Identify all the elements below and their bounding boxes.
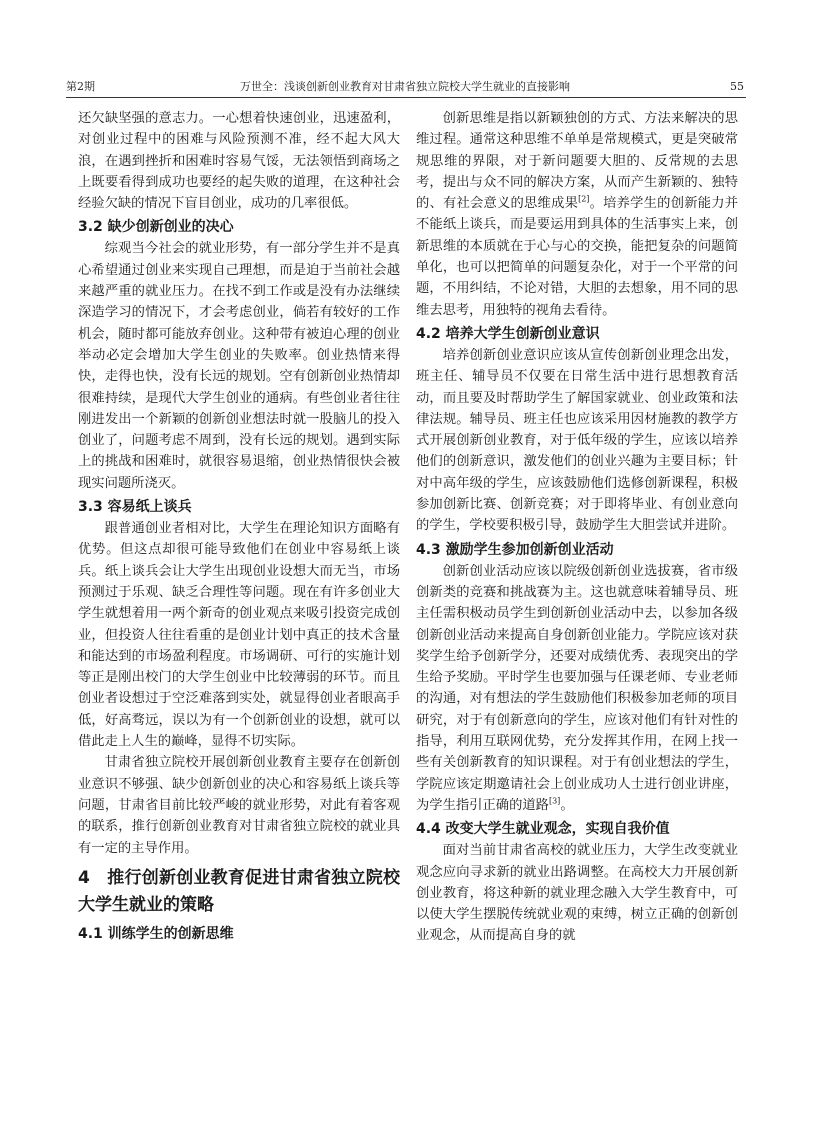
paragraph-3-2: 综观当今社会的就业形势，有一部分学生并不是真心希望通过创业来实现自己理想，而是迫于当前社会越来越严重的就业压力。在找不到工作或是没有办法继续深造学习的情况下，才会考虑创业，倘若有较好的工作机会，随时都可能放弃创业。这种带有被迫心理的创业举动必定会增加大学生创业的失败率。创业热情来得快，走得也快，没有长远的规划。空有创新创业热情却很难持续，是现代大学生创业的通病。有些创业者往往刚进发出一个新颖的创新创业想法时就一股脑儿的投入创业了，问题考虑不周到，没有长远的规划。遇到实际上的挑战和困难时，就很容易退缩，创业热情很快会被现实问题所浇灭。 — [78, 241, 400, 491]
paragraph-4-3 — [416, 561, 738, 817]
paragraph-4-1 — [416, 108, 738, 321]
citation-2: [2] — [578, 194, 590, 204]
paragraph-4-1-tail: 。培养学生的创新能力并不能纸上谈兵，而是要运用到具体的生活事实上来，创新思维的本质就在于心与心的交换，能把复杂的问题简单化，也可以把简单的问题复杂化，对于一个平常的问题，不用纠结，不论对错，大胆的去想象，用不同的思维去思考，用独特的视角去看待。 — [416, 196, 739, 318]
paragraph-4-1-text: 创新思维是指以新颖独创的方式、方法来解决的思维过程。通常这种思维不单单是常规模式，更是突破常规思维的界限，对于新问题要大胆的、反常规的去思考，提出与众不同的解决方案，从而产生新颖的、独特的、有社会意义的思维成果 — [416, 111, 738, 212]
paragraph-4-3-text: 创新创业活动应该以院级创新创业选拔赛，省市级创新类的竞赛和挑战赛为主。这也就意味着辅导员、班主任需积极动员学生到创新创业活动中去，以参加各级创新创业活动来提高自身创新创业能力。学院应该对获奖学生给予创新学分，还要对成绩优秀、表现突出的学生给予奖励。平时学生也要加强与任课老师、专业老师的沟通，对有想法的学生鼓励他们积极参加老师的项目研究，对于有创新意向的学生，应该对他们有针对性的指导，利用互联网优势，充分发挥其作用，在网上找一些有关创新教育的知识课程。对于有创业想法的学生，学院应该定期邀请社会上创业成功人士进行创业讲座，为学生指引正确的道路 — [416, 563, 738, 813]
section-heading-4-4: 4.4 改变大学生就业观念，实现自我价值 — [416, 821, 670, 838]
header-rule — [66, 97, 746, 98]
citation-3: [3] — [548, 796, 561, 806]
paragraph-4-2: 培养创新创业意识应该从宣传创新创业理念出发，班主任、辅导员不仅要在日常生活中进行思想教育活动，而且要及时帮助学生了解国家就业、创业政策和法律法规。辅导员、班主任也应该采用因材施教的教学方式开展创新创业教育，对于低年级的学生，应该以培养他们的创新意识，激发他们的创业兴趣为主要目标；针对中高年级的学生，应该鼓励他们选修创新课程，积极参加创新比赛、创新竞赛；对于即将毕业、有创业意向的学生，学校要积极引导，鼓励学生大胆尝试并进阶。 — [416, 347, 738, 534]
section-heading-3-3: 3.3 容易纸上谈兵 — [78, 499, 192, 516]
running-title: 万世全：浅谈创新创业教育对甘肃省独立院校大学生就业的直接影响 — [240, 80, 570, 93]
section-heading-4: 4 推行创新创业教育促进甘肃省独立院校大学生就业的策略 — [78, 867, 400, 915]
paragraph-3-3-a: 跟普通创业者相对比，大学生在理论知识方面略有优势。但这点却很可能导致他们在创业中容易纸上谈兵。纸上谈兵会让大学生出现创业设想大而无当，市场预测过于乐观、缺乏合理性等问题。现在有许多创业大学生就想着用一两个新奇的创业观点来吸引投资完成创业，但投资人往往看重的是创业计划中真正的技术含量和能达到的市场盈利程度。市场调研、可行的实施计划等正是刚出校门的大学生创业中比较薄弱的环节。而且创业者设想过于空泛难落到实处，就显得创业者眼高手低，好高骛远，误以为有一个创新创业的设想，就可以借此走上人生的巅峰，显得不切实际。 — [78, 521, 400, 750]
paragraph-continued: 还欠缺坚强的意志力。一心想着快速创业，迅速盈利，对创业过程中的困难与风险预测不准，经不起大风大浪，在遇到挫折和困难时容易气馁，无法领悟到商场之上既要看得到成功也要经的起失败的道理，在这种社会经验欠缺的情况下盲目创业，成功的几率很低。 — [78, 111, 400, 212]
running-header — [66, 78, 744, 96]
section-heading-4-3: 4.3 激励学生参加创新创业活动 — [416, 541, 614, 558]
left-column — [78, 108, 400, 945]
paragraph-3-3-b: 甘肃省独立院校开展创新创业教育主要存在创新创业意识不够强、缺少创新创业的决心和容易纸上谈兵等问题，甘肃省目前比较严峻的就业形势，对此有着客观的联系，推行创新创业教育对甘肃省独立院校的就业具有一定的主导作用。 — [78, 755, 400, 856]
paragraph-4-4: 面对当前甘肃省高校的就业压力，大学生改变就业观念应向寻求新的就业出路调整。在高校大力开展创新创业教育，将这种新的就业理念融入大学生教育中，可以使大学生摆脱传统就业观的束缚，树立正确的创新创业观念，从而提高自身的就 — [416, 843, 738, 944]
section-heading-4-2: 4.2 培养大学生创新创业意识 — [416, 325, 600, 342]
page-number: 55 — [730, 80, 744, 93]
section-heading-4-1: 4.1 训练学生的创新思维 — [78, 925, 234, 942]
right-column — [416, 108, 738, 947]
paragraph-4-3-tail: 。 — [560, 797, 574, 813]
section-heading-3-2: 3.2 缺少创新创业的决心 — [78, 219, 234, 236]
issue-number: 第2期 — [66, 80, 95, 93]
